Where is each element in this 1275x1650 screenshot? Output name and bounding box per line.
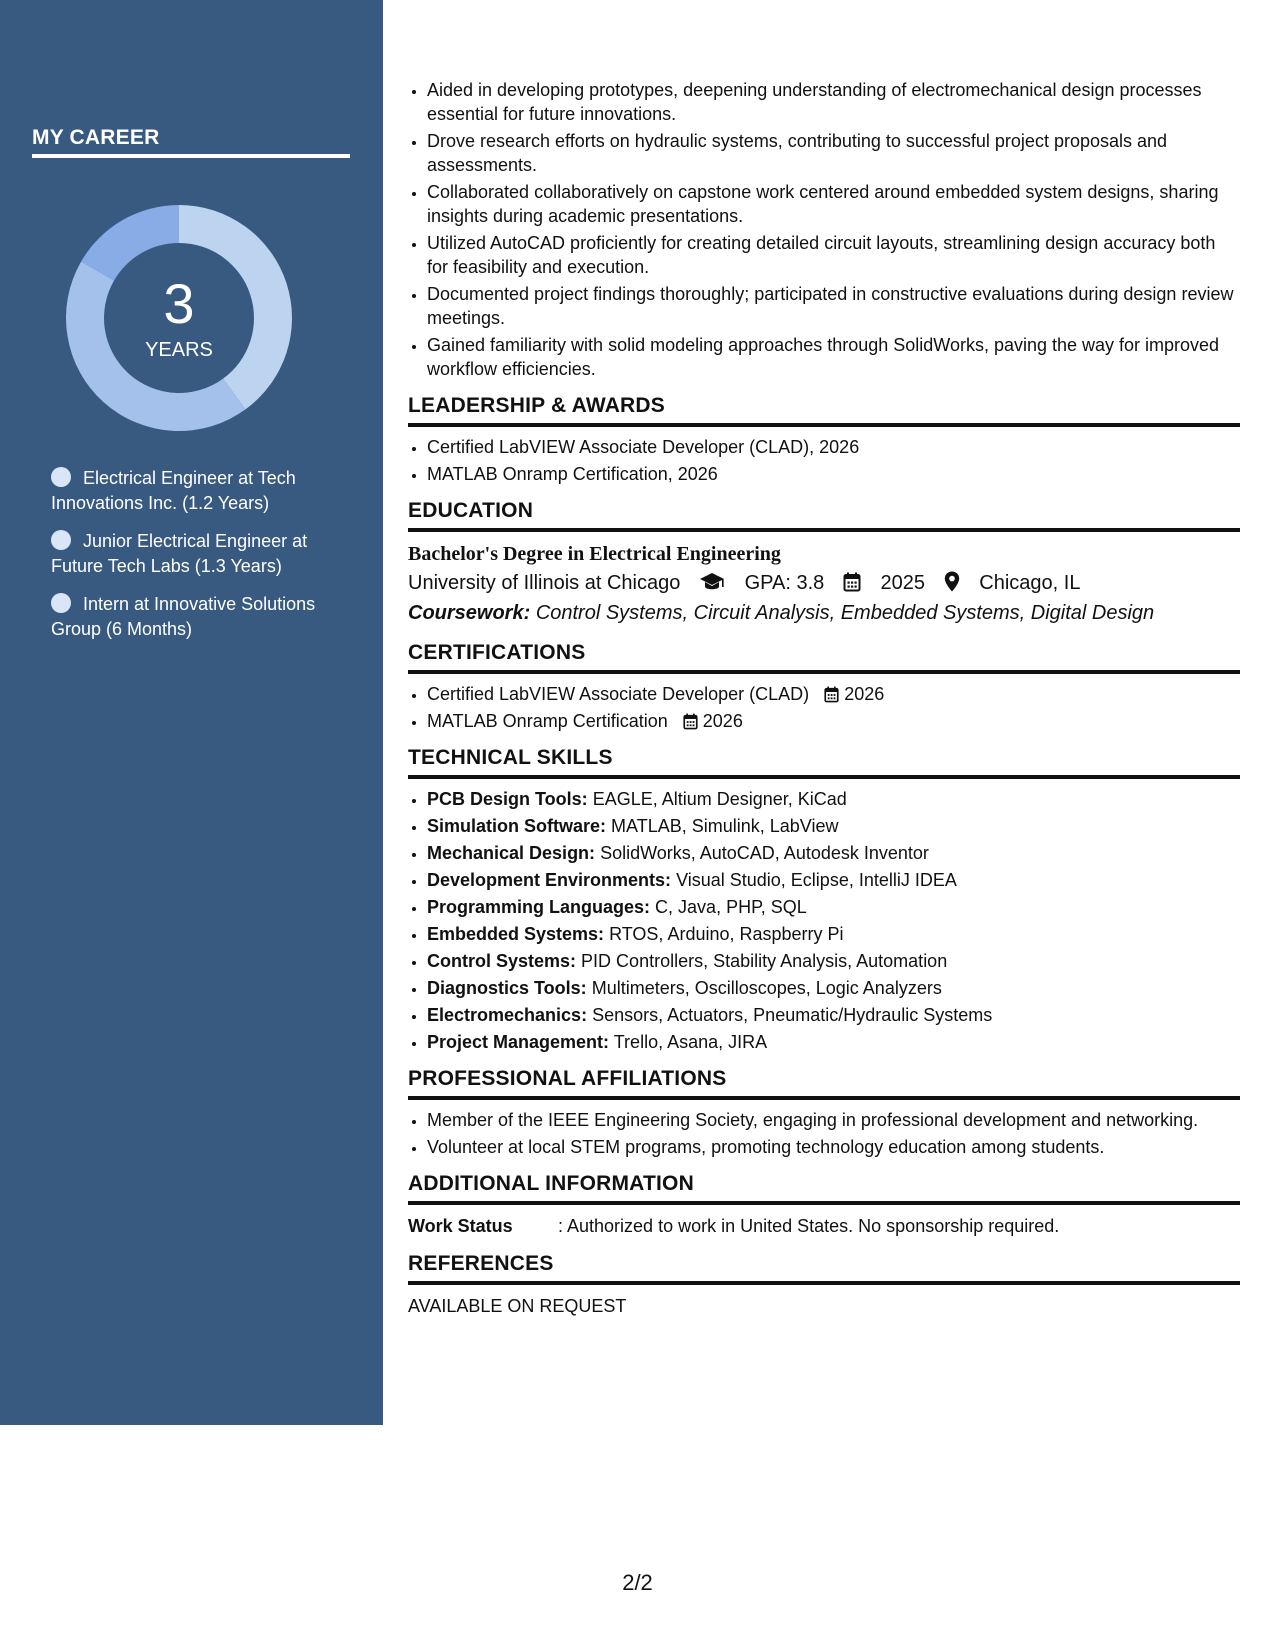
- skill-label: Development Environments:: [427, 870, 672, 890]
- leadership-list: [408, 435, 1240, 486]
- education-details: [408, 568, 1240, 598]
- section-title: CERTIFICATIONS: [408, 641, 1240, 674]
- career-list: [51, 466, 351, 655]
- experience-bullet: • Gained familiarity with solid modeling approaches through SolidWorks, paving the way for improved workflow efficiencies.: [427, 333, 1240, 381]
- career-years-value: 3: [163, 272, 195, 335]
- section-title: EDUCATION: [408, 499, 1240, 532]
- location-pin-icon: [944, 571, 960, 592]
- career-years-unit: YEARS: [145, 339, 213, 361]
- career-item: [51, 592, 351, 642]
- leadership-item: • MATLAB Onramp Certification, 2026: [427, 462, 1240, 486]
- section-title: REFERENCES: [408, 1252, 1240, 1285]
- coursework-list: Control Systems, Circuit Analysis, Embedded Systems, Digital Design: [535, 602, 1155, 624]
- career-item: [51, 529, 351, 579]
- skill-value: EAGLE, Altium Designer, KiCad: [592, 789, 847, 809]
- skill-label: Diagnostics Tools:: [427, 978, 587, 998]
- skill-label: Mechanical Design:: [427, 843, 596, 863]
- calendar-icon: [843, 572, 861, 592]
- certification-item: [427, 709, 1240, 733]
- bullet-dot-icon: [51, 467, 71, 487]
- section-title: LEADERSHIP & AWARDS: [408, 394, 1240, 427]
- skills-list: [408, 787, 1240, 1054]
- section-title: TECHNICAL SKILLS: [408, 746, 1240, 779]
- work-status-label: Work Status: [408, 1216, 513, 1236]
- skill-item: [427, 841, 1240, 865]
- certification-item: [427, 682, 1240, 706]
- certification-name: MATLAB Onramp Certification: [427, 711, 668, 731]
- certification-year: 2026: [702, 711, 743, 731]
- school-name: University of Illinois at Chicago: [408, 572, 681, 594]
- leadership-item: • Certified LabVIEW Associate Developer (CLAD), 2026: [427, 435, 1240, 459]
- skill-value: Visual Studio, Eclipse, IntelliJ IDEA: [676, 870, 957, 890]
- work-status-row: [408, 1213, 1240, 1239]
- bullet-dot-icon: [51, 593, 71, 613]
- section-title: PROFESSIONAL AFFILIATIONS: [408, 1067, 1240, 1100]
- skill-label: Project Management:: [427, 1032, 610, 1052]
- skill-value: C, Java, PHP, SQL: [655, 897, 807, 917]
- skill-label: Embedded Systems:: [427, 924, 605, 944]
- skill-label: Programming Languages:: [427, 897, 651, 917]
- skills-section: [408, 746, 1240, 1054]
- donut-segment: [81, 205, 179, 281]
- skill-value: MATLAB, Simulink, LabView: [611, 816, 839, 836]
- affiliation-item: • Member of the IEEE Engineering Society, engaging in professional development and networking.: [427, 1108, 1240, 1132]
- gpa: GPA: 3.8: [744, 572, 825, 594]
- skill-item: [427, 787, 1240, 811]
- skill-value: Trello, Asana, JIRA: [613, 1032, 768, 1052]
- skill-label: Simulation Software:: [427, 816, 607, 836]
- skill-item: [427, 814, 1240, 838]
- skill-item: [427, 1030, 1240, 1054]
- school-location: Chicago, IL: [979, 572, 1081, 594]
- education-section: [408, 499, 1240, 628]
- skill-item: [427, 949, 1240, 973]
- certification-name: Certified LabVIEW Associate Developer (CLAD): [427, 684, 810, 704]
- skill-value: PID Controllers, Stability Analysis, Automation: [581, 951, 948, 971]
- work-status-value: : Authorized to work in United States. No sponsorship required.: [558, 1216, 1060, 1236]
- graduation-year: 2025: [880, 572, 926, 594]
- skill-value: SolidWorks, AutoCAD, Autodesk Inventor: [600, 843, 929, 863]
- calendar-icon: [683, 713, 698, 730]
- affiliations-section: [408, 1067, 1240, 1159]
- skill-item: [427, 895, 1240, 919]
- calendar-icon: [824, 686, 839, 703]
- references-section: [408, 1252, 1240, 1319]
- career-item-text: Junior Electrical Engineer at Future Tech Labs (1.3 Years): [51, 531, 308, 576]
- experience-bullet: • Utilized AutoCAD proficiently for creating detailed circuit layouts, streamlining design accuracy both for feasibility and execution.: [427, 231, 1240, 279]
- additional-section: [408, 1172, 1240, 1239]
- skill-label: PCB Design Tools:: [427, 789, 588, 809]
- bullet-dot-icon: [51, 530, 71, 550]
- skill-value: Multimeters, Oscilloscopes, Logic Analyzers: [591, 978, 942, 998]
- career-item-text: Electrical Engineer at Tech Innovations Inc. (1.2 Years): [51, 468, 296, 513]
- certification-year: 2026: [844, 684, 885, 704]
- affiliations-list: [408, 1108, 1240, 1159]
- main-content: [408, 78, 1240, 1319]
- skill-item: [427, 1003, 1240, 1027]
- affiliation-item: • Volunteer at local STEM programs, promoting technology education among students.: [427, 1135, 1240, 1159]
- experience-bullet: • Drove research efforts on hydraulic systems, contributing to successful project proposals and assessments.: [427, 129, 1240, 177]
- career-title: MY CAREER: [32, 126, 350, 158]
- experience-bullets: [408, 78, 1240, 381]
- career-item: [51, 466, 351, 516]
- skill-item: [427, 868, 1240, 892]
- graduation-cap-icon: [699, 572, 725, 592]
- skill-label: Control Systems:: [427, 951, 577, 971]
- experience-bullet: • Aided in developing prototypes, deepening understanding of electromechanical design processes essential for future innovations.: [427, 78, 1240, 126]
- career-item-text: Intern at Innovative Solutions Group (6 Months): [51, 594, 316, 639]
- skill-label: Electromechanics:: [427, 1005, 588, 1025]
- coursework-label: Coursework:: [408, 602, 531, 624]
- degree-title: Bachelor's Degree in Electrical Engineering: [408, 543, 781, 565]
- experience-bullet: • Documented project findings thoroughly; participated in constructive evaluations during design review meetings.: [427, 282, 1240, 330]
- sidebar: [0, 0, 383, 1425]
- skill-value: RTOS, Arduino, Raspberry Pi: [609, 924, 844, 944]
- leadership-section: [408, 394, 1240, 486]
- experience-bullet: • Collaborated collaboratively on capstone work centered around embedded system designs, sharing insights during academic presentations.: [427, 180, 1240, 228]
- references-text: AVAILABLE ON REQUEST: [408, 1296, 627, 1316]
- skill-item: [427, 976, 1240, 1000]
- coursework: [408, 598, 1240, 628]
- certifications-list: [408, 682, 1240, 733]
- skill-value: Sensors, Actuators, Pneumatic/Hydraulic Systems: [592, 1005, 993, 1025]
- skill-item: [427, 922, 1240, 946]
- section-title: ADDITIONAL INFORMATION: [408, 1172, 1240, 1205]
- page-number: 2/2: [622, 1570, 653, 1595]
- certifications-section: [408, 641, 1240, 733]
